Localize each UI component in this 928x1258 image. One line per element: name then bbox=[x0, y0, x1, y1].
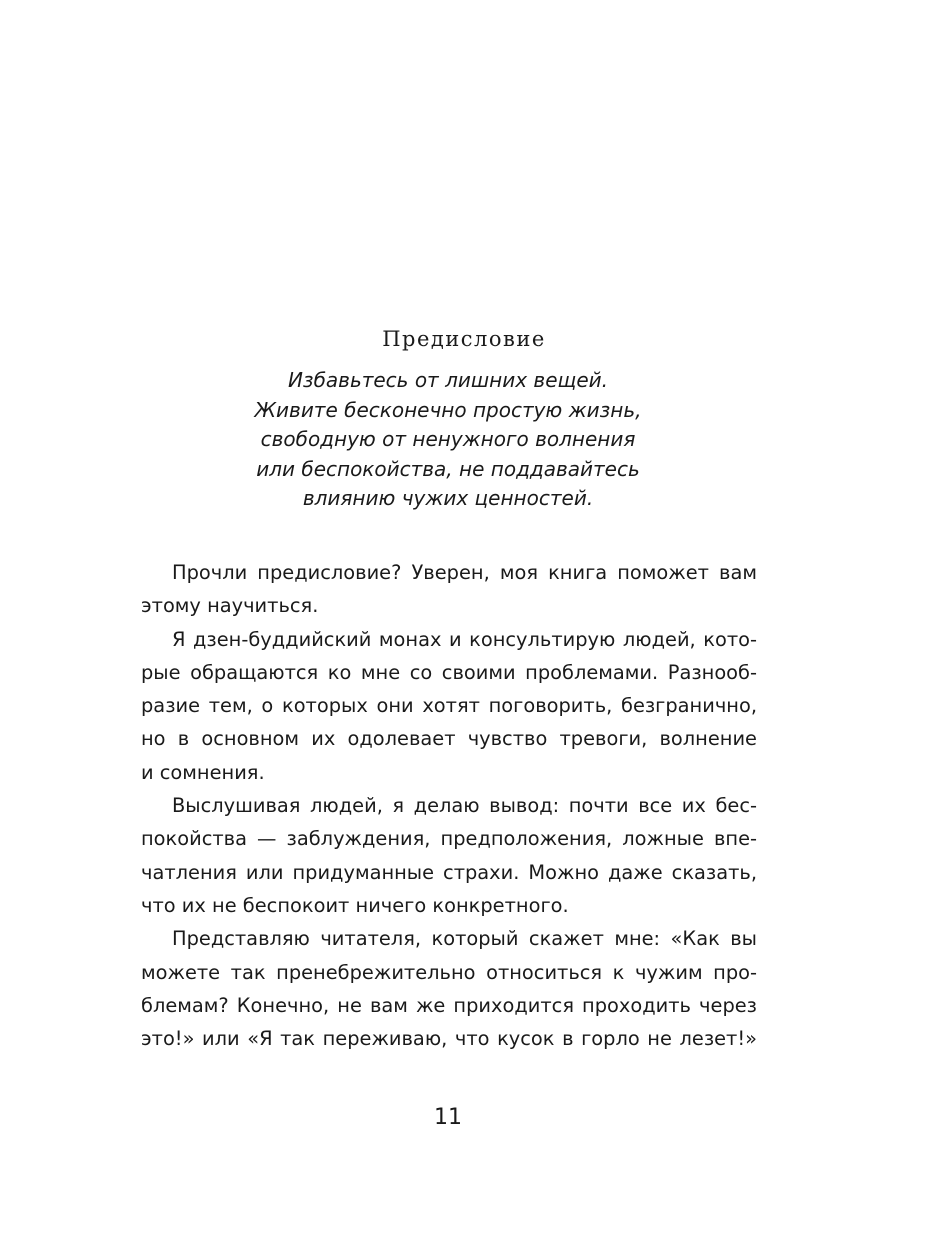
text-line: разие тем, о которых они хотят поговорить, безгранично, bbox=[141, 694, 757, 718]
text-line: покойства — заблуждения, предположения, ложные впе- bbox=[141, 827, 757, 851]
chapter-title: Предисловие bbox=[382, 327, 546, 351]
paragraph-3 bbox=[141, 789, 757, 922]
text-line: чатления или придуманные страхи. Можно даже сказать, bbox=[141, 860, 757, 884]
text-line: но в основном их одолевает чувство тревоги, волнение bbox=[141, 727, 757, 751]
page-number: 11 bbox=[434, 1105, 462, 1130]
epigraph-line: влиянию чужих ценностей. bbox=[302, 486, 594, 510]
epigraph-line: Избавьтесь от лишних вещей. bbox=[287, 368, 609, 392]
paragraph-2 bbox=[141, 623, 757, 789]
body-text bbox=[141, 556, 757, 1055]
text-line: можете так пренебрежительно относиться к чужим про- bbox=[141, 960, 757, 984]
epigraph-line: или беспокойства, не поддавайтесь bbox=[256, 456, 640, 481]
text-line: что их не беспокоит ничего конкретного. bbox=[141, 893, 569, 917]
text-line: блемам? Конечно, не вам же приходится проходить через bbox=[141, 993, 757, 1017]
paragraph-4 bbox=[141, 922, 757, 1055]
paragraph-1 bbox=[141, 556, 757, 623]
text-line: Представляю читателя, который скажет мне: «Как вы bbox=[172, 927, 757, 951]
epigraph-line: Живите бесконечно простую жизнь, bbox=[254, 397, 642, 422]
text-line: рые обращаются ко мне со своими проблемами. Разнооб- bbox=[141, 660, 757, 684]
text-line: Я дзен-буддийский монах и консультирую людей, кото- bbox=[172, 627, 757, 651]
text-line: этому научиться. bbox=[141, 594, 319, 618]
epigraph bbox=[0, 366, 896, 514]
text-line: Прочли предисловие? Уверен, моя книга поможет вам bbox=[172, 561, 757, 584]
epigraph-line: свободную от ненужного волнения bbox=[260, 427, 636, 451]
text-line: и сомнения. bbox=[141, 760, 265, 784]
text-line: это!» или «Я так переживаю, что кусок в горло не лезет!» bbox=[141, 1027, 757, 1051]
text-line: Выслушивая людей, я делаю вывод: почти все их бес- bbox=[172, 794, 757, 818]
